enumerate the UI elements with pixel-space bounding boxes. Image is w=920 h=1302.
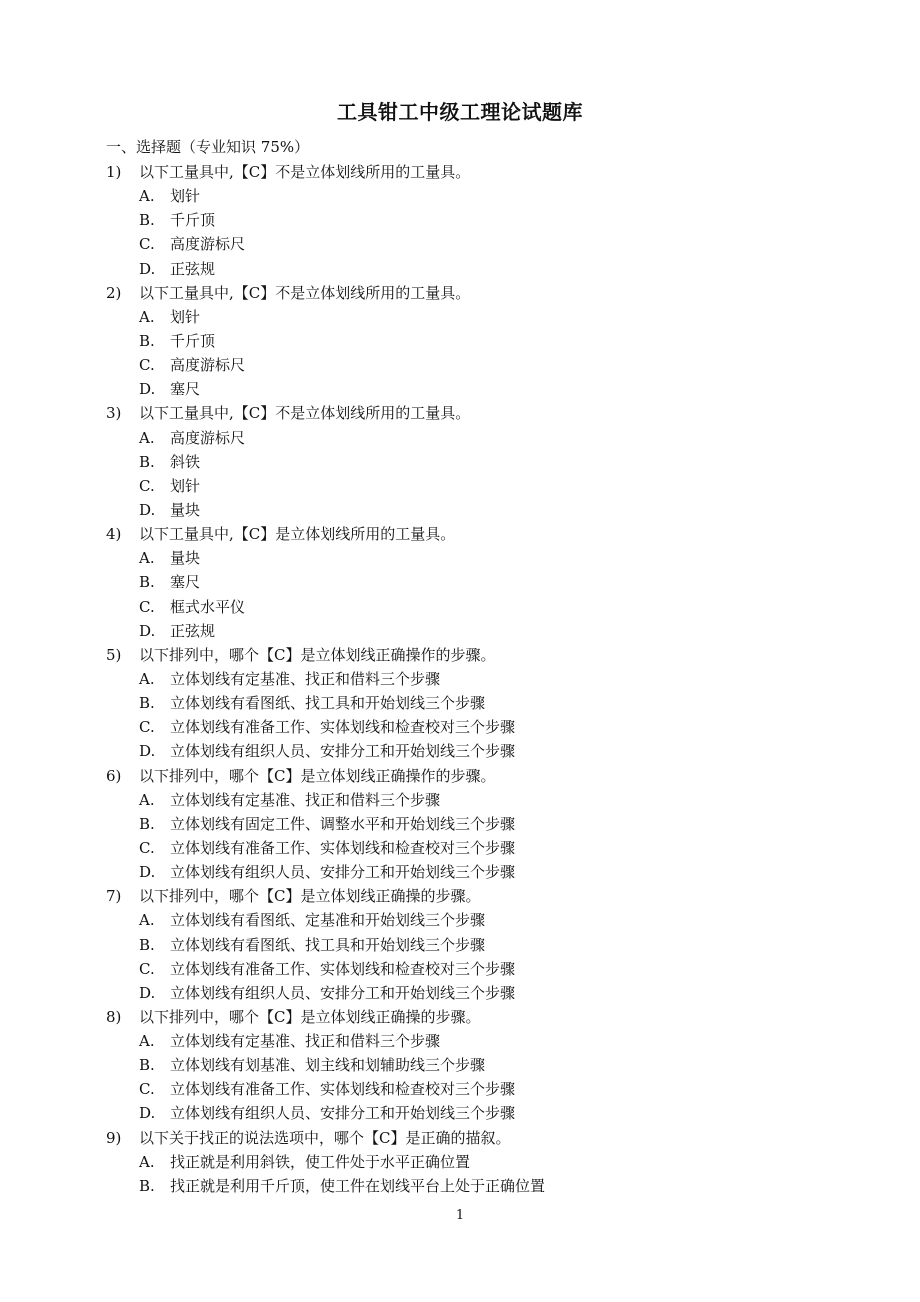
question-number: 3) [106, 404, 122, 423]
option-text: 立体划线有定基准、找正和借料三个步骤 [170, 1032, 441, 1051]
question-number: 9) [106, 1128, 122, 1147]
option-letter: A. [139, 549, 155, 568]
option-text: 高度游标尺 [170, 356, 246, 375]
option-letter: A. [139, 307, 155, 326]
option-letter: B. [139, 1056, 155, 1075]
question-item [106, 281, 826, 402]
answer-option [106, 184, 826, 208]
option-text: 划针 [170, 476, 201, 495]
option-text: 立体划线有组织人员、安排分工和开始划线三个步骤 [170, 983, 516, 1002]
answer-option [106, 570, 826, 594]
question-text: 以下关于找正的说法选项中，哪个【C】是正确的描叙。 [139, 1128, 511, 1147]
answer-option [106, 619, 826, 643]
question-stem [106, 281, 826, 305]
answer-option [106, 860, 826, 884]
question-stem [106, 160, 826, 184]
question-number: 4) [106, 525, 122, 544]
question-stem [106, 643, 826, 667]
answer-option [106, 836, 826, 860]
option-letter: C. [139, 959, 155, 978]
option-letter: A. [139, 428, 155, 447]
question-stem [106, 1126, 826, 1150]
answer-option [106, 1150, 826, 1174]
answer-option [106, 957, 826, 981]
question-stem [106, 884, 826, 908]
answer-option [106, 595, 826, 619]
option-letter: D. [139, 500, 156, 519]
answer-option [106, 933, 826, 957]
question-item [106, 160, 826, 281]
answer-option [106, 257, 826, 281]
question-stem [106, 764, 826, 788]
answer-option [106, 715, 826, 739]
option-text: 立体划线有定基准、找正和借料三个步骤 [170, 790, 441, 809]
option-text: 找正就是利用千斤顶，使工件在划线平台上处于正确位置 [170, 1176, 546, 1195]
question-text: 以下工量具中,【C】是立体划线所用的工量具。 [139, 525, 456, 544]
question-text: 以下工量具中,【C】不是立体划线所用的工量具。 [139, 283, 471, 302]
question-number: 5) [106, 645, 122, 664]
option-text: 划针 [170, 187, 201, 206]
question-number: 7) [106, 887, 122, 906]
answer-option [106, 450, 826, 474]
question-item [106, 884, 826, 1005]
answer-option [106, 377, 826, 401]
option-letter: C. [139, 597, 155, 616]
option-text: 立体划线有看图纸、找工具和开始划线三个步骤 [170, 694, 486, 713]
answer-option [106, 691, 826, 715]
option-letter: A. [139, 1152, 155, 1171]
question-item [106, 522, 826, 643]
question-number: 1) [106, 163, 122, 181]
answer-option [106, 788, 826, 812]
option-letter: A. [139, 911, 155, 930]
option-text: 正弦规 [170, 621, 216, 640]
option-letter: B. [139, 1176, 155, 1195]
option-letter: A. [139, 187, 155, 206]
page-number: 1 [455, 1208, 465, 1223]
option-text: 立体划线有定基准、找正和借料三个步骤 [170, 669, 441, 688]
option-text: 立体划线有准备工作、实体划线和检查校对三个步骤 [170, 959, 516, 978]
answer-option [106, 546, 826, 570]
answer-option [106, 305, 826, 329]
option-text: 立体划线有组织人员、安排分工和开始划线三个步骤 [170, 1104, 516, 1123]
answer-option [106, 474, 826, 498]
option-letter: A. [139, 790, 155, 809]
question-stem [106, 401, 826, 425]
option-text: 立体划线有划基准、划主线和划辅助线三个步骤 [170, 1056, 486, 1075]
question-item [106, 1005, 826, 1126]
answer-option [106, 232, 826, 256]
option-letter: A. [139, 669, 155, 688]
page-title: 工具钳工中级工理论试题库 [337, 100, 583, 124]
option-text: 高度游标尺 [170, 235, 246, 254]
option-text: 立体划线有组织人员、安排分工和开始划线三个步骤 [170, 742, 516, 761]
question-text: 以下排列中，哪个【C】是立体划线正确操作的步骤。 [139, 766, 496, 785]
answer-option [106, 739, 826, 763]
answer-option [106, 498, 826, 522]
option-letter: C. [139, 476, 155, 495]
option-letter: D. [139, 1104, 156, 1123]
question-text: 以下排列中，哪个【C】是立体划线正确操的步骤。 [139, 1007, 481, 1026]
option-text: 高度游标尺 [170, 428, 246, 447]
option-text: 千斤顶 [170, 211, 216, 230]
answer-option [106, 908, 826, 932]
option-text: 斜铁 [170, 452, 201, 471]
option-text: 塞尺 [170, 380, 201, 399]
option-letter: C. [139, 718, 155, 737]
option-letter: A. [139, 1032, 155, 1051]
answer-option [106, 329, 826, 353]
question-item [106, 764, 826, 885]
answer-option [106, 812, 826, 836]
option-text: 量块 [170, 549, 201, 568]
question-stem [106, 1005, 826, 1029]
question-number: 8) [106, 1007, 122, 1026]
option-letter: D. [139, 983, 156, 1002]
answer-option [106, 667, 826, 691]
option-letter: B. [139, 331, 155, 350]
option-letter: D. [139, 621, 156, 640]
question-text: 以下排列中，哪个【C】是立体划线正确操作的步骤。 [139, 645, 496, 664]
option-text: 立体划线有组织人员、安排分工和开始划线三个步骤 [170, 863, 516, 882]
question-list [106, 160, 826, 1198]
option-letter: C. [139, 235, 155, 254]
question-text: 以下工量具中,【C】不是立体划线所用的工量具。 [139, 163, 471, 181]
option-text: 立体划线有准备工作、实体划线和检查校对三个步骤 [170, 718, 516, 737]
answer-option [106, 1077, 826, 1101]
option-letter: C. [139, 1080, 155, 1099]
option-letter: B. [139, 452, 155, 471]
answer-option [106, 1053, 826, 1077]
option-text: 框式水平仪 [170, 597, 246, 616]
option-text: 正弦规 [170, 259, 216, 278]
option-text: 量块 [170, 500, 201, 519]
option-letter: B. [139, 573, 155, 592]
option-letter: D. [139, 863, 156, 882]
section-heading: 一、选择题（专业知识 75%） [106, 138, 310, 156]
option-letter: D. [139, 380, 156, 399]
option-letter: C. [139, 356, 155, 375]
option-text: 立体划线有准备工作、实体划线和检查校对三个步骤 [170, 838, 516, 857]
question-number: 2) [106, 283, 122, 302]
option-letter: B. [139, 694, 155, 713]
answer-option [106, 353, 826, 377]
answer-option [106, 1174, 826, 1198]
option-letter: B. [139, 211, 155, 230]
option-text: 找正就是利用斜铁，使工件处于水平正确位置 [170, 1152, 471, 1171]
answer-option [106, 1029, 826, 1053]
question-text: 以下排列中，哪个【C】是立体划线正确操的步骤。 [139, 887, 481, 906]
answer-option [106, 426, 826, 450]
option-text: 立体划线有看图纸、定基准和开始划线三个步骤 [170, 911, 486, 930]
question-number: 6) [106, 766, 122, 785]
question-text: 以下工量具中,【C】不是立体划线所用的工量具。 [139, 404, 471, 423]
option-letter: D. [139, 742, 156, 761]
question-item [106, 1126, 826, 1198]
option-letter: B. [139, 814, 155, 833]
option-letter: B. [139, 935, 155, 954]
question-item [106, 643, 826, 764]
answer-option [106, 981, 826, 1005]
option-text: 塞尺 [170, 573, 201, 592]
option-text: 千斤顶 [170, 331, 216, 350]
answer-option [106, 1101, 826, 1125]
option-text: 划针 [170, 307, 201, 326]
option-text: 立体划线有准备工作、实体划线和检查校对三个步骤 [170, 1080, 516, 1099]
option-letter: C. [139, 838, 155, 857]
option-letter: D. [139, 259, 156, 278]
option-text: 立体划线有固定工件、调整水平和开始划线三个步骤 [170, 814, 516, 833]
question-item [106, 401, 826, 522]
answer-option [106, 208, 826, 232]
option-text: 立体划线有看图纸、找工具和开始划线三个步骤 [170, 935, 486, 954]
question-stem [106, 522, 826, 546]
